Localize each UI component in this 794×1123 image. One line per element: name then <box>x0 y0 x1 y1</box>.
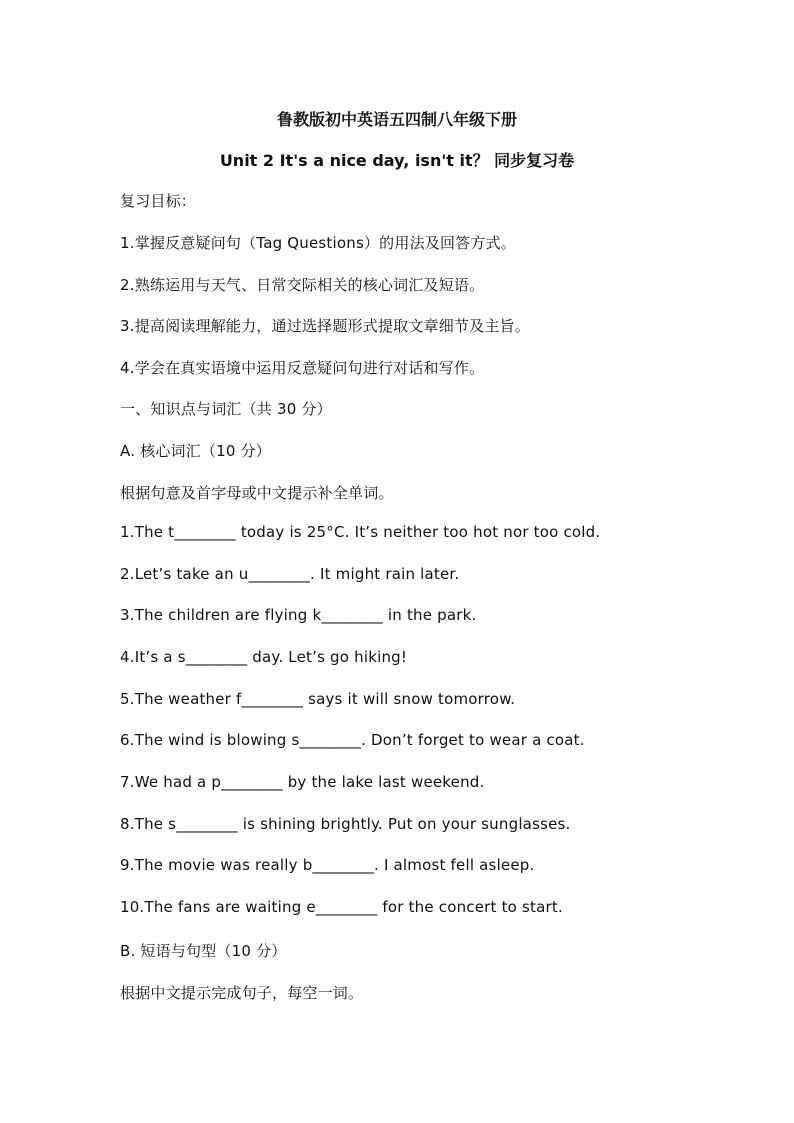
question-item: 6.The wind is blowing s________. Don’t forget to wear a coat. <box>120 731 585 749</box>
objective-item: 2.熟练运用与天气、日常交际相关的核心词汇及短语。 <box>120 276 485 294</box>
part-b-heading: B. 短语与句型（10 分） <box>120 942 287 960</box>
objective-item: 1.掌握反意疑问句（Tag Questions）的用法及回答方式。 <box>120 234 516 252</box>
part-b-instruction: 根据中文提示完成句子，每空一词。 <box>120 984 364 1002</box>
objectives-heading: 复习目标： <box>120 192 197 210</box>
question-item: 2.Let’s take an u________. It might rain later. <box>120 565 460 583</box>
question-item: 5.The weather f________ says it will snow tomorrow. <box>120 690 516 708</box>
part-a-heading: A. 核心词汇（10 分） <box>120 442 271 460</box>
document-subtitle: Unit 2 It's a nice day, isn't it？ 同步复习卷 <box>219 151 575 170</box>
question-item: 3.The children are flying k________ in the park. <box>120 606 477 624</box>
section-heading: 一、知识点与词汇（共 30 分） <box>120 400 332 418</box>
question-item: 9.The movie was really b________. I almost fell asleep. <box>120 856 535 874</box>
question-item: 1.The t________ today is 25°C. It’s neither too hot nor too cold. <box>120 523 601 541</box>
question-item: 10.The fans are waiting e________ for the concert to start. <box>120 898 563 916</box>
question-item: 4.It’s a s________ day. Let’s go hiking! <box>120 648 408 666</box>
question-item: 8.The s________ is shining brightly. Put on your sunglasses. <box>120 815 571 833</box>
question-item: 7.We had a p________ by the lake last weekend. <box>120 773 485 791</box>
part-a-instruction: 根据句意及首字母或中文提示补全单词。 <box>120 484 394 502</box>
document-title: 鲁教版初中英语五四制八年级下册 <box>276 110 517 129</box>
objective-item: 3.提高阅读理解能力，通过选择题形式提取文章细节及主旨。 <box>120 317 530 335</box>
objective-item: 4.学会在真实语境中运用反意疑问句进行对话和写作。 <box>120 359 485 377</box>
